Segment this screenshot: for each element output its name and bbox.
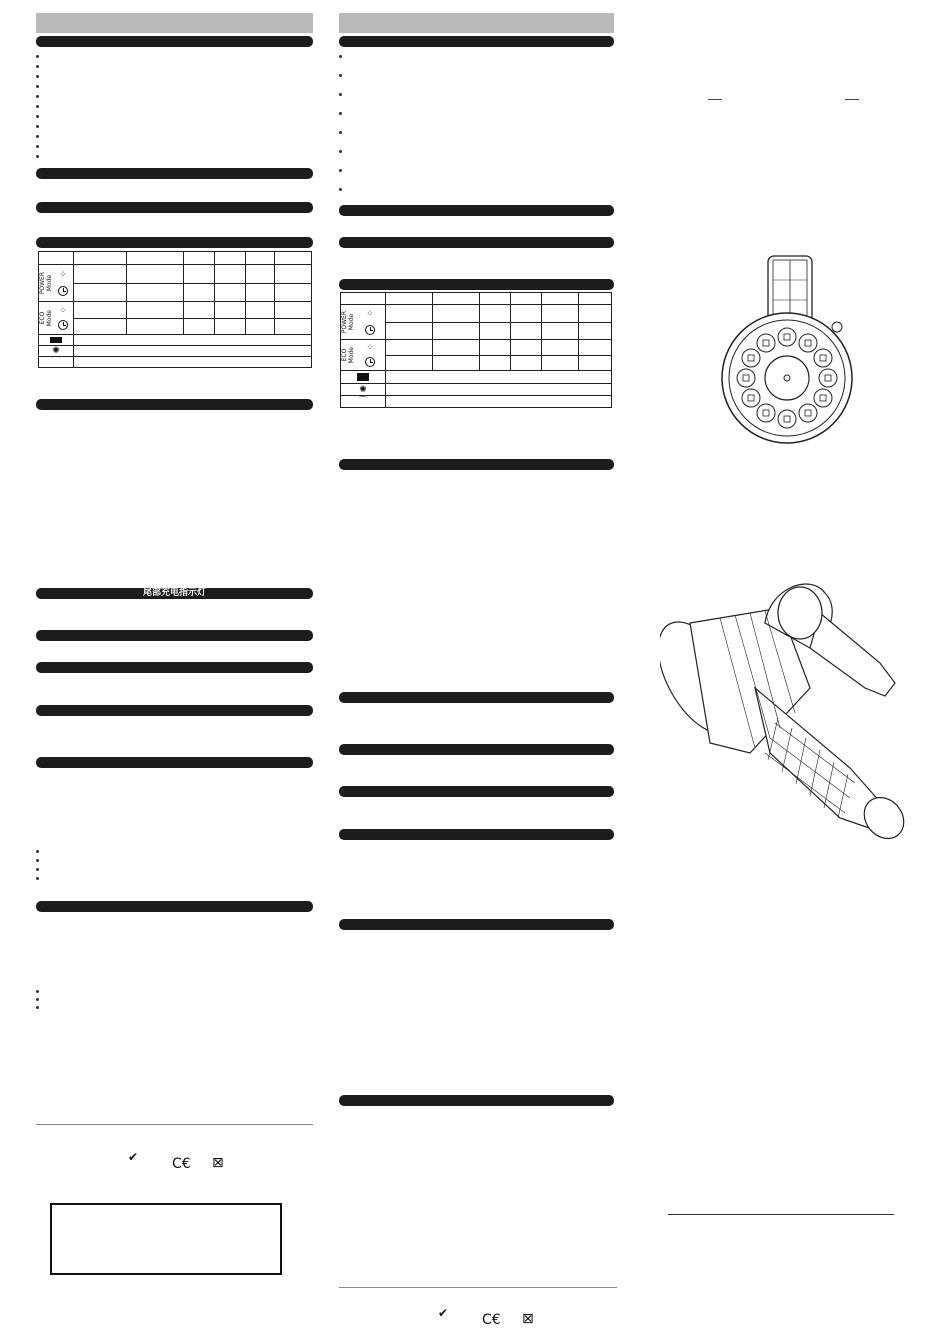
divider-line <box>668 1214 894 1215</box>
divider-line <box>339 1287 617 1288</box>
impact-resistance-icon: ⌒ <box>341 396 386 408</box>
brightness-rays-icon: ⁘ <box>59 306 67 316</box>
impact-resistance-icon: ⌒ <box>39 357 74 368</box>
charging-indicator-heading: 尾部充电指示灯 <box>36 588 313 599</box>
section-heading-bar <box>36 901 313 912</box>
weee-bin-icon: ⊠ <box>212 1155 224 1171</box>
section-heading-bar <box>36 757 313 768</box>
section-heading-bar <box>339 459 614 470</box>
peak-intensity-icon: ✺ <box>39 346 74 357</box>
ce-mark-icon: C€ <box>172 1156 191 1172</box>
beam-distance-icon <box>357 373 369 381</box>
bullet-list <box>36 990 39 1009</box>
bullet-list <box>36 55 39 158</box>
brightness-rays-icon: ⁘ <box>366 309 374 319</box>
section-heading-bar <box>339 279 614 290</box>
section-heading-bar <box>339 786 614 797</box>
section-heading-bar <box>339 205 614 216</box>
eco-mode-label: ECO Mode <box>341 346 355 364</box>
clock-icon <box>58 320 68 330</box>
spec-table-middle <box>340 292 612 408</box>
section-heading-bar <box>339 1095 614 1106</box>
lamp-side-view-illustration <box>660 568 920 848</box>
clock-icon <box>365 325 375 335</box>
section-heading-bar <box>36 399 313 410</box>
bullet-list <box>36 850 39 880</box>
brightness-rays-icon: ⁘ <box>366 343 374 353</box>
notice-box <box>50 1203 282 1275</box>
section-heading-bar <box>36 237 313 248</box>
section-heading-bar <box>339 692 614 703</box>
section-heading-bar <box>36 202 313 213</box>
left-top-gray-bar <box>36 13 313 33</box>
section-heading-bar <box>339 744 614 755</box>
section-heading-bar <box>36 36 313 47</box>
lamp-front-view-illustration <box>715 250 865 460</box>
divider-line <box>36 1124 313 1125</box>
weee-bin-icon: ⊠ <box>522 1311 534 1327</box>
middle-top-gray-bar <box>339 13 614 33</box>
short-rule <box>708 99 722 100</box>
ce-mark-icon: C€ <box>482 1312 501 1328</box>
section-heading-bar <box>36 662 313 673</box>
spec-table-left <box>38 251 312 368</box>
section-heading-bar <box>339 829 614 840</box>
section-heading-bar <box>339 919 614 930</box>
short-rule <box>845 99 859 100</box>
section-heading-bar <box>36 705 313 716</box>
check-mark-icon: ✔ <box>438 1306 449 1320</box>
clock-icon <box>365 357 375 367</box>
section-heading-bar <box>36 168 313 179</box>
brightness-rays-icon: ⁘ <box>59 270 67 280</box>
beam-distance-icon <box>50 337 62 343</box>
section-heading-bar <box>36 630 313 641</box>
section-heading-bar <box>339 36 614 47</box>
peak-intensity-icon: ✺ <box>341 384 386 396</box>
eco-mode-label: ECO Mode <box>39 309 53 327</box>
power-mode-label: POWER Mode <box>341 310 355 334</box>
power-mode-label: POWER Mode <box>39 271 53 295</box>
bullet-list <box>339 55 342 191</box>
section-heading-bar <box>339 237 614 248</box>
check-mark-icon: ✔ <box>128 1150 139 1164</box>
clock-icon <box>58 286 68 296</box>
